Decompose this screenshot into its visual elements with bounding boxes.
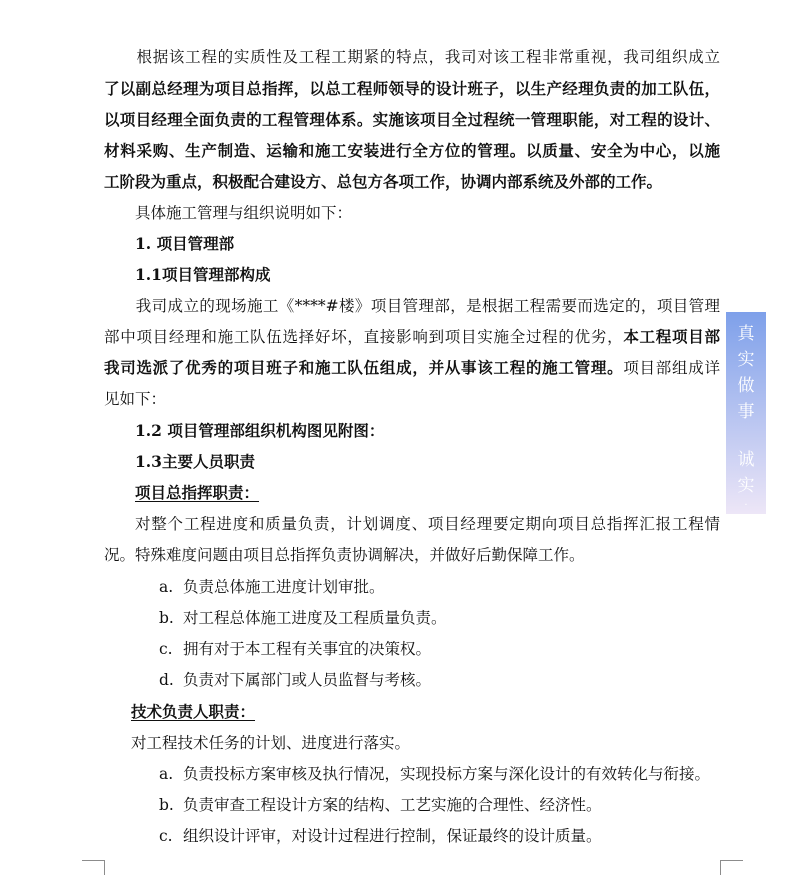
list-item-text: 负责审查工程设计方案的结构、工艺实施的合理性、经济性。 xyxy=(183,796,602,814)
list-item-text: 负责对下属部门或人员监督与考核。 xyxy=(183,671,432,689)
paragraph2-line4: 见如下： xyxy=(104,390,167,408)
paragraph2-line3 xyxy=(104,358,720,378)
tech-heading-text: 技术负责人职责： xyxy=(131,702,256,721)
list-marker: a. xyxy=(159,578,174,596)
list-item-text: 负责总体施工进度计划审批。 xyxy=(183,578,385,596)
paragraph2-line1: 我司成立的现场施工《****#楼》项目管理部，是根据工程需要而选定的，项目管理 xyxy=(104,297,720,315)
chief-desc-line1: 对整个工程进度和质量负责，计划调度、项目经理要定期向项目总指挥汇报工程情 xyxy=(135,515,720,533)
paragraph2-line2 xyxy=(104,327,720,347)
list-marker: b. xyxy=(159,796,174,814)
chief-item xyxy=(159,670,775,690)
section1-1-heading: 1.1项目管理部构成 xyxy=(104,265,271,284)
list-marker: d. xyxy=(159,671,174,689)
tech-desc: 对工程技术任务的计划、进度进行落实。 xyxy=(131,734,411,752)
tech-item xyxy=(159,826,775,846)
section1-3-heading: 1.3主要人员职责 xyxy=(104,452,255,471)
list-marker: c. xyxy=(159,640,173,658)
chief-item xyxy=(159,577,775,597)
banner-char: 实 xyxy=(737,476,755,496)
paragraph2-line3-bold: 我司选派了优秀的项目班子和施工队伍组成，并从事该工程的施工管理。 xyxy=(104,358,624,377)
banner-char: · xyxy=(744,500,748,511)
page-corner-mark-left xyxy=(82,860,105,875)
section1-2-heading: 1.2 项目管理部组织机构图见附图： xyxy=(104,421,385,440)
list-marker: b. xyxy=(159,609,174,627)
banner-char: 做 xyxy=(737,376,755,396)
paragraph1-line1: 根据该工程的实质性及工程工期紧的特点，我司对该工程非常重视，我司组织成立 xyxy=(104,48,720,66)
list-marker: a. xyxy=(159,765,174,783)
tech-item xyxy=(159,795,775,815)
intro-text: 具体施工管理与组织说明如下： xyxy=(104,204,353,222)
list-item-text: 对工程总体施工进度及工程质量负责。 xyxy=(183,609,447,627)
paragraph1-line2: 了以副总经理为项目总指挥，以总工程师领导的设计班子，以生产经理负责的加工队伍， xyxy=(104,79,720,98)
banner-char: 事 xyxy=(737,402,755,422)
list-item-text: 组织设计评审，对设计过程进行控制，保证最终的设计质量。 xyxy=(183,827,602,845)
chief-heading xyxy=(135,483,259,503)
section1-heading: 1. 项目管理部 xyxy=(104,234,235,253)
paragraph2-line2-bold: 本工程项目部 xyxy=(623,327,720,346)
page-corner-mark-right xyxy=(720,860,743,875)
chief-item xyxy=(159,608,775,628)
chief-heading-text: 项目总指挥职责： xyxy=(135,483,260,502)
paragraph1-line3: 以项目经理全面负责的工程管理体系。实施该项目全过程统一管理职能，对工程的设计、 xyxy=(104,110,720,129)
banner-char: 真 xyxy=(737,324,755,344)
list-item-text: 负责投标方案审核及执行情况，实现投标方案与深化设计的有效转化与衔接。 xyxy=(183,765,711,783)
tech-heading xyxy=(131,702,255,722)
chief-item xyxy=(159,639,775,659)
paragraph2-line2-plain: 部中项目经理和施工队伍选择好坏，直接影响到项目实施全过程的优劣， xyxy=(104,328,624,346)
list-item-text: 拥有对于本工程有关事宜的决策权。 xyxy=(183,640,432,658)
list-marker: c. xyxy=(159,827,173,845)
paragraph1-line4: 材料采购、生产制造、运输和施工安装进行全方位的管理。以质量、安全为中心，以施 xyxy=(104,141,720,160)
chief-desc-line2: 况。特殊难度问题由项目总指挥负责协调解决，并做好后勤保障工作。 xyxy=(104,546,585,564)
tech-item xyxy=(159,764,775,784)
banner-char: 实 xyxy=(737,350,755,370)
banner-char: 诚 xyxy=(737,450,755,470)
paragraph1-line5: 工阶段为重点，积极配合建设方、总包方各项工作，协调内部系统及外部的工作。 xyxy=(104,172,663,191)
side-banner-ad[interactable] xyxy=(726,312,766,514)
paragraph2-line3-plain: 项目部组成详 xyxy=(623,359,720,377)
